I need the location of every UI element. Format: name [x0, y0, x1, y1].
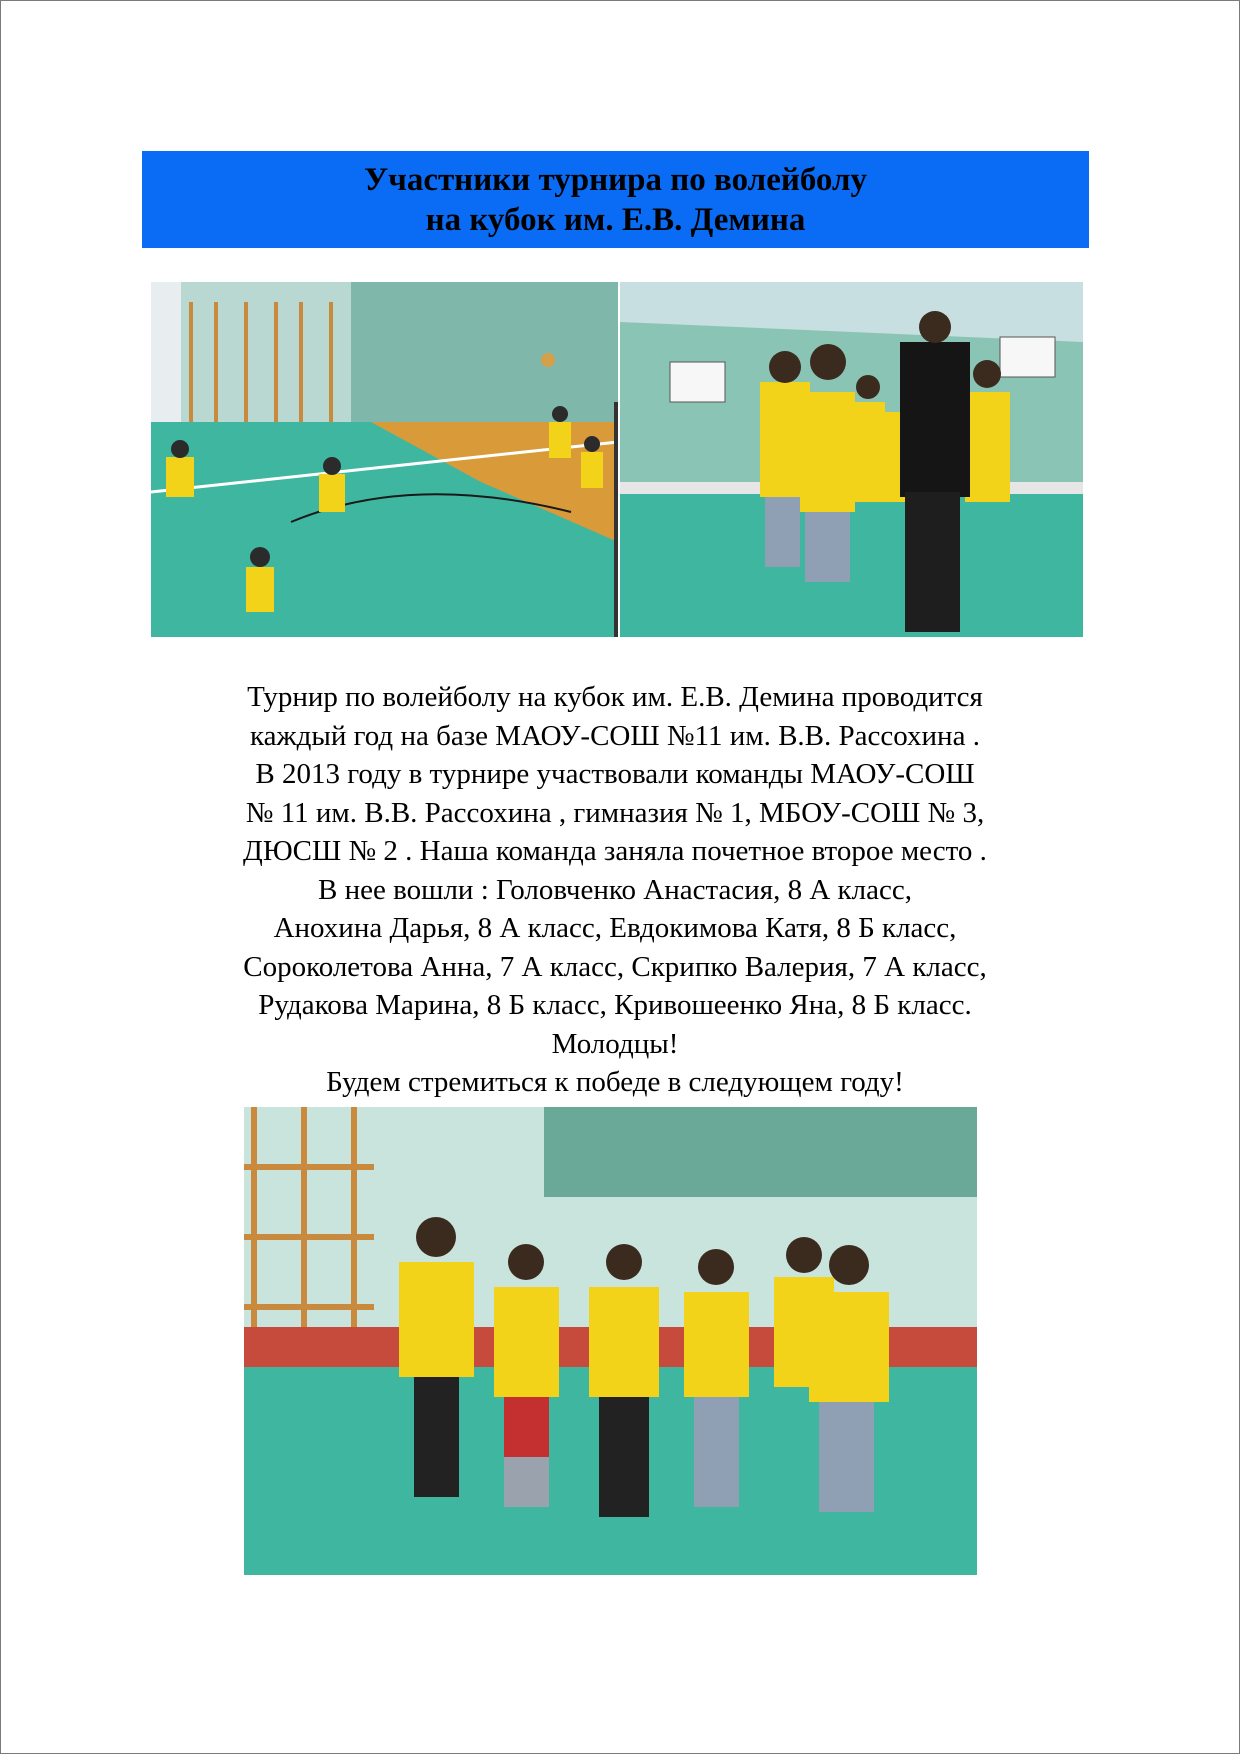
title-line-1: Участники турнира по волейболу: [364, 162, 867, 198]
article-line: Сороколетова Анна, 7 А класс, Скрипко Валерия, 7 А класс,: [243, 950, 987, 983]
article-line: Молодцы!: [551, 1027, 679, 1060]
article-line: Анохина Дарья, 8 А класс, Евдокимова Катя, 8 Б класс,: [273, 912, 957, 944]
article-line: № 11 им. В.В. Рассохина , гимназия № 1, МБОУ-СОШ № 3,: [245, 796, 985, 829]
article-line: ДЮСШ № 2 . Наша команда заняла почетное второе место .: [243, 835, 987, 867]
title-line-2: на кубок им. Е.В. Демина: [425, 202, 806, 238]
article-line: Турнир по волейболу на кубок им. Е.В. Демина проводится: [247, 681, 983, 713]
photo-volleyball-game: [151, 282, 618, 637]
article-text: [160, 678, 1070, 1102]
article-line: Будем стремиться к победе в следующем году!: [326, 1066, 904, 1098]
photo-team-with-coach: [620, 282, 1083, 637]
article-line: каждый год на базе МАОУ-СОШ №11 им. В.В. Рассохина .: [250, 719, 980, 752]
article-line: В нее вошли : Головченко Анастасия, 8 А класс,: [318, 873, 912, 906]
article-line: Рудакова Марина, 8 Б класс, Кривошеенко Яна, 8 Б класс.: [258, 989, 972, 1021]
title-banner: [142, 151, 1089, 248]
photo-team-lineup: [244, 1107, 977, 1575]
article-line: В 2013 году в турнире участвовали команды МАОУ-СОШ: [255, 758, 975, 790]
